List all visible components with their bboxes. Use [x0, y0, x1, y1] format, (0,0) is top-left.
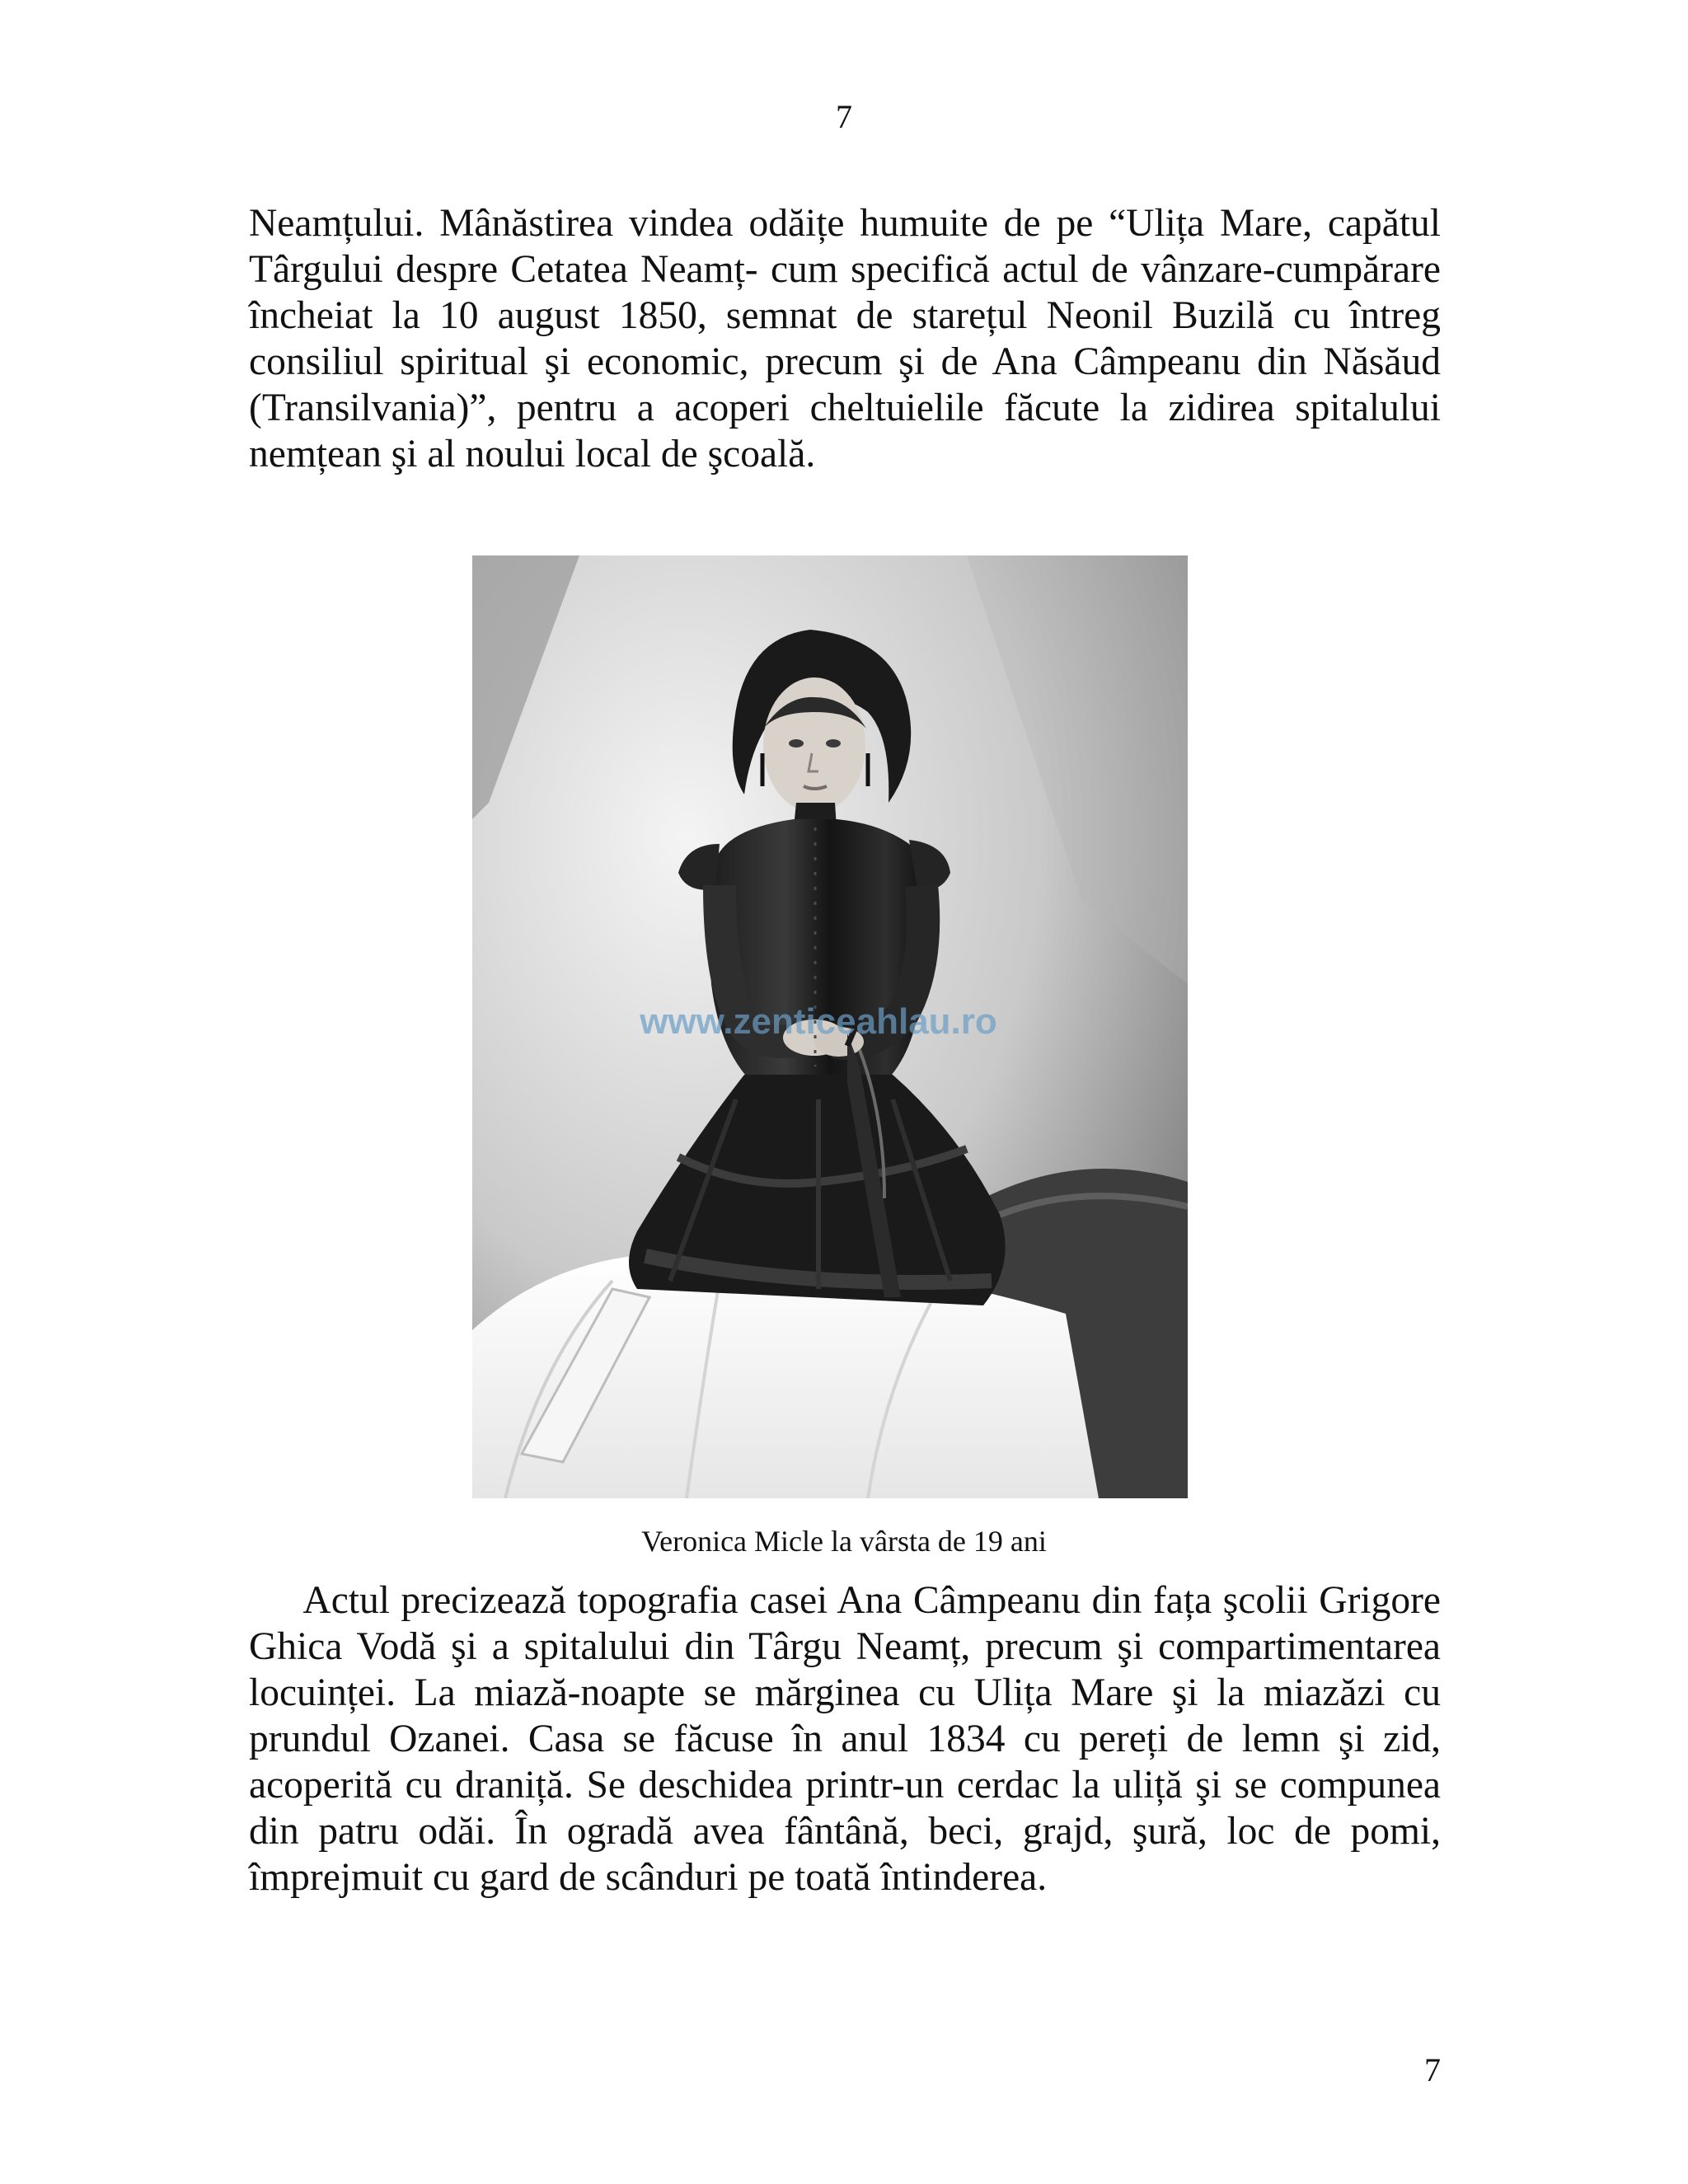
text-line: Neamțului. Mânăstirea vindea odăițe humuite de pe “Ulița Mare, capătul [249, 202, 1441, 245]
figure-caption: Veronica Micle la vârsta de 19 ani [641, 1525, 1047, 1558]
page-number-top: 7 [836, 98, 852, 135]
text-line: încheiat la 10 august 1850, semnat de starețul Neonil Buzilă cu întreg [249, 294, 1441, 337]
portrait-photo [472, 555, 1188, 1498]
text-line: din patru odăi. În ogradă avea fântână, beci, grajd, şură, loc de pomi, [249, 1810, 1441, 1853]
text-line: împrejmuit cu gard de scânduri pe toată întinderea. [249, 1856, 1048, 1899]
text-line: Ghica Vodă şi a spitalului din Târgu Neamț, precum şi compartimentarea [249, 1625, 1441, 1668]
text-line: Târgului despre Cetatea Neamț- cum specifică actul de vânzare-cumpărare [249, 248, 1441, 291]
text-line: nemțean şi al noului local de şcoală. [249, 433, 816, 476]
text-line: acoperită cu draniță. Se deschidea printr-un cerdac la uliță şi se compunea [249, 1764, 1441, 1807]
text-line: consiliul spiritual şi economic, precum şi de Ana Câmpeanu din Năsăud [249, 340, 1441, 383]
portrait-photo-drawing [472, 555, 1188, 1498]
text-line: locuinței. La miază-noapte se mărginea cu Ulița Mare şi la miazăzi cu [249, 1671, 1441, 1714]
text-line: Actul precizează topografia casei Ana Câmpeanu din fața şcolii Grigore [249, 1579, 1441, 1622]
text-line: prundul Ozanei. Casa se făcuse în anul 1834 cu pereți de lemn şi zid, [249, 1718, 1441, 1760]
paragraph-1 [249, 200, 1441, 477]
text-line: (Transilvania)”, pentru a acoperi cheltuielile făcute la zidirea spitalului [249, 387, 1441, 429]
paragraph-2 [249, 1577, 1441, 1900]
watermark-text: www.zenticeahlau.ro [640, 1001, 997, 1042]
page-number-bottom: 7 [1424, 2051, 1441, 2088]
